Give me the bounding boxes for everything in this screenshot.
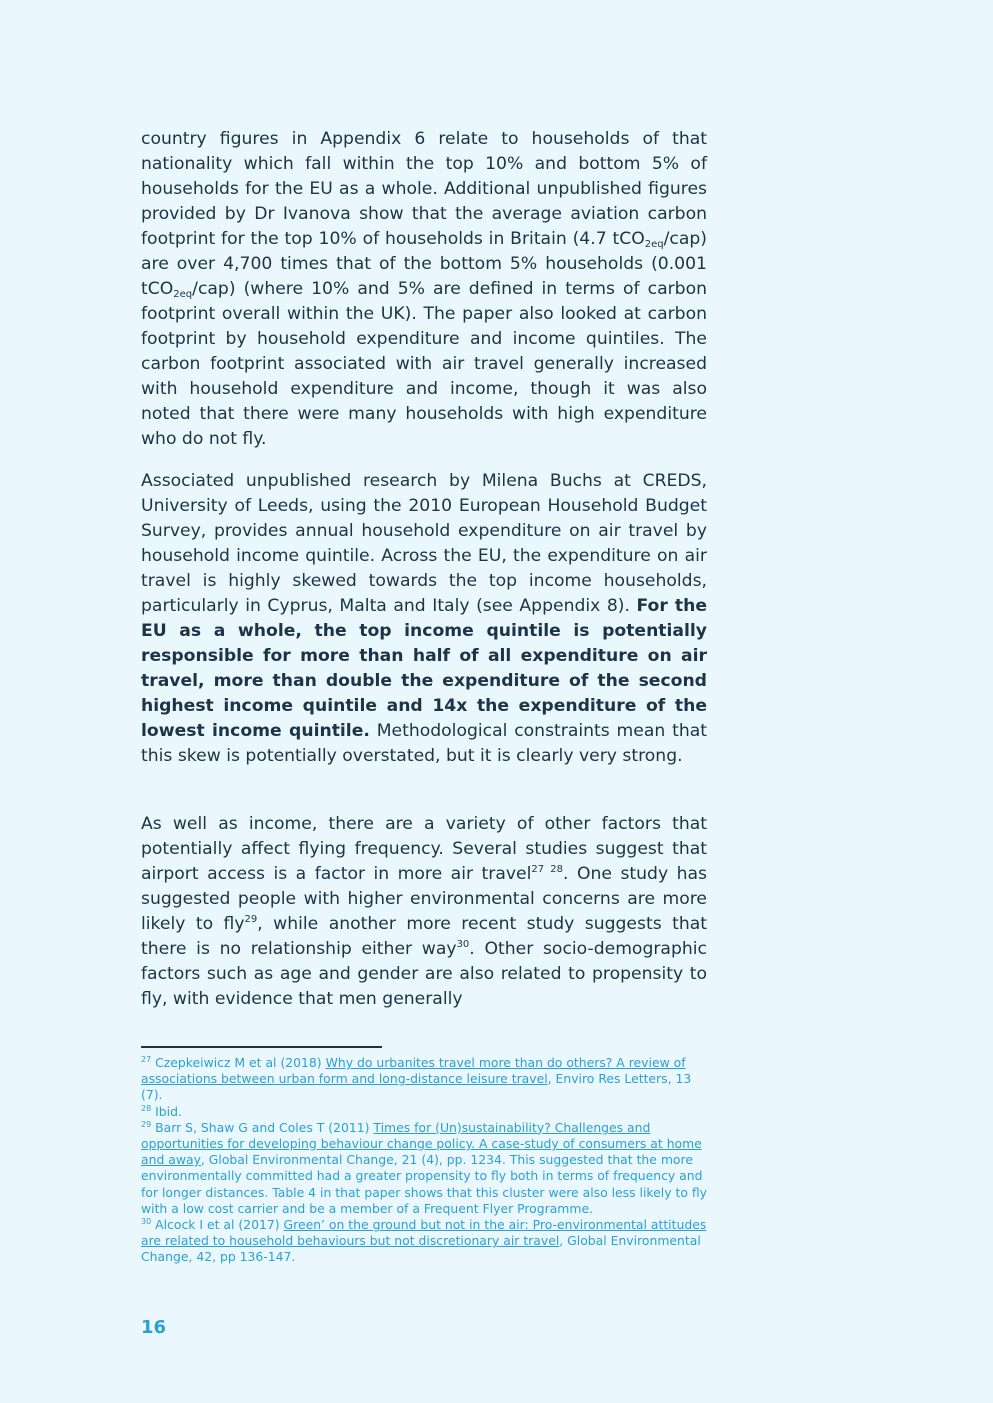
text-run: country figures in Appendix 6 relate to households of that nationality which fall within the top 10% and bottom 5% of households for the EU as a whole. Additional unpublished figures provided by Dr Ivanova show that the average aviation carbon footprint for the top 10% of households in Britain (4.7 tCO — [141, 129, 707, 249]
footnote-30 — [141, 1217, 711, 1266]
footnote-text: , Global Environmental Change, 21 (4), pp. 1234. This suggested that the more environmentally committed had a greater propensity to fly both in terms of frequency and for longer distances. Table 4 in that paper shows that this cluster were also less likely to fly with a low cost carrier and be a member of a Frequent Flyer Programme. — [141, 1152, 708, 1216]
footnote-ref[interactable]: 27 28 — [531, 864, 564, 875]
bold-highlight: For the EU as a whole, the top income quintile is potentially responsible for more than half of all expenditure on air travel, more than double the expenditure of the second highest income quintile and 14x the expenditure of the lowest income quintile. — [141, 596, 708, 741]
text-run: . Other socio-demographic factors such as age and gender are also related to propensity to fly, with evidence that men generally — [141, 939, 707, 1009]
subscript: 2eq — [644, 239, 664, 250]
text-run: As well as income, there are a variety of other factors that potentially affect flying frequency. Several studies suggest that airport access is a factor in more air travel — [141, 814, 707, 884]
text-run: . One study has suggested people with higher environmental concerns are more likely to fly — [141, 864, 707, 934]
text-run: , while another more recent study suggests that there is no relationship either way — [141, 914, 707, 959]
footnote-text: , Enviro Res Letters, 13 (7). — [141, 1071, 692, 1103]
footnote-ref[interactable]: 30 — [456, 939, 470, 950]
footnotes — [141, 1055, 711, 1266]
footnote-citation: Czepkeiwicz M et al (2018) — [155, 1055, 322, 1070]
footnote-28 — [141, 1104, 711, 1120]
footnote-number: 28 — [141, 1103, 152, 1113]
footnote-number: 27 — [141, 1055, 152, 1064]
footnote-29 — [141, 1120, 711, 1217]
body-paragraph-3 — [141, 812, 707, 1012]
body-paragraph-2 — [141, 469, 707, 769]
footnote-citation: Barr S, Shaw G and Coles T (2011) — [155, 1119, 370, 1135]
footnote-link[interactable]: Why do urbanites travel more than do others? A review of associations between urban form and long-distance leisure travel — [141, 1055, 686, 1087]
footnote-27 — [141, 1055, 711, 1104]
text-run: Associated unpublished research by Milena Buchs at CREDS, University of Leeds, using the 2010 European Household Budget Survey, provides annual household expenditure on air travel by household income quintile. Across the EU, the expenditure on air travel is highly skewed towards the top income households, particularly in Cyprus, Malta and Italy (see Appendix 8). — [141, 471, 707, 616]
footnote-link[interactable]: Green’ on the ground but not in the air: Pro-environmental attitudes are related to household behaviours but not discretionary air travel — [141, 1217, 707, 1249]
subscript: 2eq — [173, 289, 193, 300]
text-run: Methodological constraints mean that this skew is potentially overstated, but it is clearly very strong. — [141, 721, 707, 766]
footnote-number: 30 — [141, 1217, 152, 1227]
footnote-citation: Ibid. — [155, 1103, 182, 1119]
footnote-citation: Alcock I et al (2017) — [155, 1217, 280, 1233]
footnote-ref[interactable]: 29 — [244, 914, 258, 925]
footnote-link[interactable]: Times for (Un)sustainability? Challenges and opportunities for developing behaviour change policy. A case-study of consumers at home and away — [141, 1119, 702, 1168]
text-run: /cap) (where 10% and 5% are defined in terms of carbon footprint overall within the UK). The paper also looked at carbon footprint by household expenditure and income quintiles. The carbon footprint associated with air travel generally increased with household expenditure and income, though it was also noted that there were many households with high expenditure who do not fly. — [141, 279, 707, 449]
footnote-divider — [141, 1046, 382, 1048]
body-paragraph-1 — [141, 127, 707, 452]
text-run: /cap) are over 4,700 times that of the bottom 5% households (0.001 tCO — [141, 229, 707, 299]
page-number: 16 — [141, 1317, 167, 1338]
footnote-text: , Global Environmental Change, 42, pp 136-147. — [141, 1233, 701, 1265]
footnote-number: 29 — [141, 1119, 152, 1129]
